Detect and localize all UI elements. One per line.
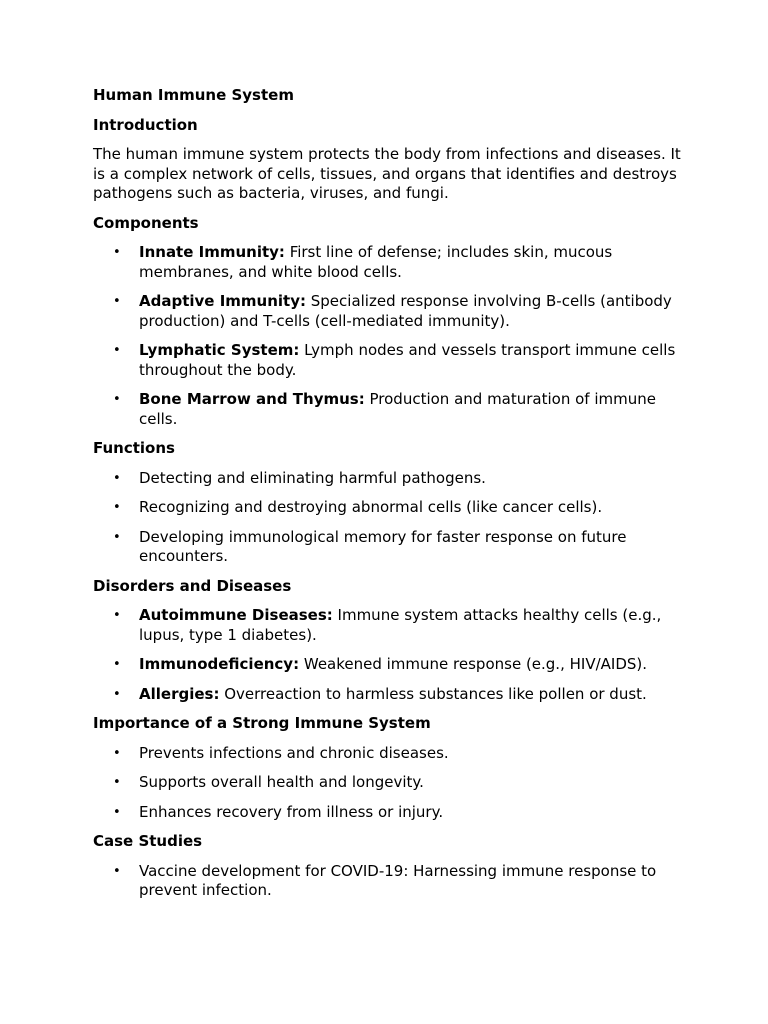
bullet-icon: • [113, 392, 121, 407]
list-item-term: Allergies: [139, 684, 220, 703]
list-item [93, 390, 683, 429]
bullet-icon: • [113, 863, 121, 879]
bullet-icon: • [113, 294, 121, 309]
list-item-text: First line of defense; includes skin, mucous membranes, and white blood cells. [139, 243, 613, 281]
list-item-text: Prevents infections and chronic diseases. [139, 743, 449, 762]
introduction-paragraph: The human immune system protects the body from infections and diseases. It is a complex network of cells, tissues, and organs that identifies and destroys pathogens such as bacteria, viruses, and fungi. [93, 145, 681, 202]
bullet-icon: • [113, 775, 121, 790]
bullet-icon: • [113, 500, 121, 515]
list-item-text: Lymph nodes and vessels transport immune cells throughout the body. [139, 341, 676, 379]
section-heading-functions: Functions [93, 439, 175, 457]
list-item [93, 803, 683, 823]
functions-list [93, 469, 683, 567]
list-item-term: Innate Immunity: [139, 243, 285, 261]
list-item-text: Production and maturation of immune cells. [139, 390, 656, 428]
bullet-icon: • [113, 245, 121, 260]
list-item-text: Weakened immune response (e.g., HIV/AIDS). [299, 655, 648, 673]
list-item [93, 469, 683, 489]
bullet-icon: • [113, 470, 121, 486]
list-item-text: Developing immunological memory for faster response on future encounters. [139, 527, 627, 565]
list-item-text: Vaccine development for COVID-19: Harnessing immune response to prevent infection. [139, 861, 657, 899]
importance-list [93, 744, 683, 823]
list-item [93, 744, 683, 764]
section-heading-case-studies: Case Studies [93, 832, 203, 850]
list-item [93, 773, 683, 793]
list-item-text: Immune system attacks healthy cells (e.g., lupus, type 1 diabetes). [139, 606, 662, 644]
section-heading-components: Components [93, 213, 199, 232]
list-item [93, 292, 683, 331]
list-item [93, 528, 683, 567]
list-item-text: Specialized response involving B-cells (antibody production) and T-cells (cell-mediated immunity). [139, 292, 672, 330]
list-item [93, 685, 683, 705]
bullet-icon: • [113, 529, 121, 545]
list-item [93, 498, 683, 518]
bullet-icon: • [113, 343, 121, 358]
bullet-icon: • [113, 745, 121, 761]
section-heading-introduction: Introduction [93, 115, 198, 134]
list-item-text: Detecting and eliminating harmful pathogens. [139, 468, 486, 487]
bullet-icon: • [113, 657, 121, 672]
section-heading-disorders: Disorders and Diseases [93, 576, 292, 595]
list-item-term: Bone Marrow and Thymus: [139, 390, 365, 408]
list-item-text: Supports overall health and longevity. [139, 773, 424, 791]
list-item [93, 606, 683, 645]
list-item [93, 243, 683, 282]
document-title: Human Immune System [93, 86, 294, 104]
list-item-term: Lymphatic System: [139, 341, 300, 359]
bullet-icon: • [113, 608, 121, 623]
list-item [93, 341, 683, 380]
disorders-list [93, 606, 683, 704]
list-item-text: Overreaction to harmless substances like pollen or dust. [219, 684, 647, 703]
section-heading-importance: Importance of a Strong Immune System [93, 714, 431, 732]
bullet-icon: • [113, 686, 121, 702]
list-item-term: Autoimmune Diseases: [139, 606, 333, 624]
list-item-term: Immunodeficiency: [139, 655, 300, 673]
list-item-text: Recognizing and destroying abnormal cells (like cancer cells). [139, 498, 603, 516]
list-item [93, 655, 683, 675]
bullet-icon: • [113, 804, 121, 820]
list-item-term: Adaptive Immunity: [139, 292, 306, 310]
list-item [93, 862, 683, 901]
components-list [93, 243, 683, 429]
document-page [93, 86, 683, 911]
case-studies-list [93, 862, 683, 901]
list-item-text: Enhances recovery from illness or injury. [139, 802, 444, 821]
